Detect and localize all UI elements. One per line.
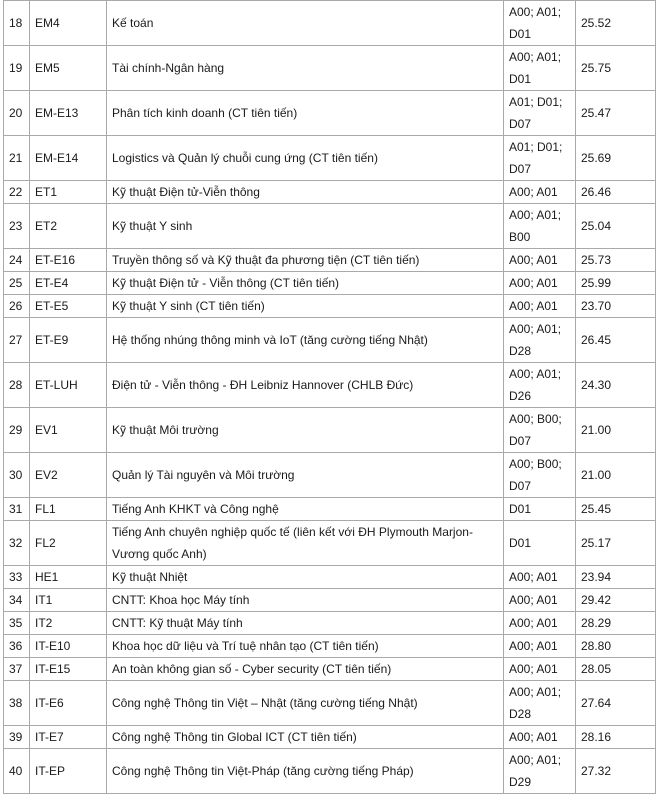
subject-combination: A01; D01; D07	[504, 91, 576, 136]
major-code: IT1	[30, 589, 107, 612]
row-number: 19	[4, 46, 30, 91]
row-number: 26	[4, 295, 30, 318]
major-name: Tiếng Anh KHKT và Công nghệ	[107, 498, 504, 521]
table-row	[4, 295, 656, 318]
row-number: 35	[4, 612, 30, 635]
major-code: ET-E9	[30, 318, 107, 363]
row-number: 28	[4, 363, 30, 408]
major-name: Kỹ thuật Điện tử - Viễn thông (CT tiên tiến)	[107, 272, 504, 295]
row-number: 20	[4, 91, 30, 136]
cutoff-score: 26.46	[576, 181, 656, 204]
subject-combination: A00; A01	[504, 726, 576, 749]
table-row	[4, 635, 656, 658]
subject-combination: A00; A01; D28	[504, 318, 576, 363]
subject-combination: A00; A01	[504, 566, 576, 589]
major-name: CNTT: Kỹ thuật Máy tính	[107, 612, 504, 635]
subject-combination: A00; A01	[504, 249, 576, 272]
cutoff-score: 26.45	[576, 318, 656, 363]
subject-combination: A00; A01; D01	[504, 1, 576, 46]
table-row	[4, 249, 656, 272]
major-name: Công nghệ Thông tin Việt-Pháp (tăng cường tiếng Pháp)	[107, 749, 504, 794]
subject-combination: A00; A01	[504, 589, 576, 612]
major-code: FL1	[30, 498, 107, 521]
cutoff-score: 24.30	[576, 363, 656, 408]
row-number: 37	[4, 658, 30, 681]
cutoff-score: 28.05	[576, 658, 656, 681]
table-row	[4, 136, 656, 181]
major-code: IT2	[30, 612, 107, 635]
row-number: 33	[4, 566, 30, 589]
table-row	[4, 46, 656, 91]
cutoff-score: 28.16	[576, 726, 656, 749]
row-number: 22	[4, 181, 30, 204]
major-code: ET-E4	[30, 272, 107, 295]
major-name: Truyền thông số và Kỹ thuật đa phương tiện (CT tiên tiến)	[107, 249, 504, 272]
major-code: ET2	[30, 204, 107, 249]
subject-combination: D01	[504, 498, 576, 521]
major-name: Tiếng Anh chuyên nghiệp quốc tế (liên kết với ĐH Plymouth Marjon-Vương quốc Anh)	[107, 521, 504, 566]
cutoff-score: 29.42	[576, 589, 656, 612]
major-code: EM-E14	[30, 136, 107, 181]
major-code: EM4	[30, 1, 107, 46]
major-code: ET-E16	[30, 249, 107, 272]
major-code: EV1	[30, 408, 107, 453]
cutoff-score: 27.64	[576, 681, 656, 726]
table-row	[4, 726, 656, 749]
cutoff-score: 25.52	[576, 1, 656, 46]
subject-combination: A00; A01; D28	[504, 681, 576, 726]
major-code: ET-E5	[30, 295, 107, 318]
subject-combination: A00; A01	[504, 295, 576, 318]
row-number: 38	[4, 681, 30, 726]
major-code: IT-E7	[30, 726, 107, 749]
table-row	[4, 498, 656, 521]
row-number: 25	[4, 272, 30, 295]
table-row	[4, 749, 656, 794]
admission-score-table	[3, 0, 656, 794]
major-name: Công nghệ Thông tin Việt – Nhật (tăng cường tiếng Nhật)	[107, 681, 504, 726]
major-name: An toàn không gian số - Cyber security (CT tiên tiến)	[107, 658, 504, 681]
row-number: 36	[4, 635, 30, 658]
major-code: IT-EP	[30, 749, 107, 794]
major-code: IT-E10	[30, 635, 107, 658]
major-name: Quản lý Tài nguyên và Môi trường	[107, 453, 504, 498]
row-number: 23	[4, 204, 30, 249]
subject-combination: A00; B00; D07	[504, 408, 576, 453]
major-name: Kỹ thuật Điện tử-Viễn thông	[107, 181, 504, 204]
table-row	[4, 204, 656, 249]
subject-combination: A00; A01; D01	[504, 46, 576, 91]
major-name: Kỹ thuật Nhiệt	[107, 566, 504, 589]
table-row	[4, 1, 656, 46]
cutoff-score: 25.04	[576, 204, 656, 249]
table-row	[4, 566, 656, 589]
subject-combination: A00; A01; D29	[504, 749, 576, 794]
major-name: Kỹ thuật Y sinh	[107, 204, 504, 249]
cutoff-score: 23.94	[576, 566, 656, 589]
table-row	[4, 181, 656, 204]
subject-combination: A00; A01	[504, 272, 576, 295]
subject-combination: A00; A01; D26	[504, 363, 576, 408]
table-row	[4, 408, 656, 453]
subject-combination: A00; A01; B00	[504, 204, 576, 249]
cutoff-score: 25.47	[576, 91, 656, 136]
major-name: Kỹ thuật Y sinh (CT tiên tiến)	[107, 295, 504, 318]
cutoff-score: 27.32	[576, 749, 656, 794]
subject-combination: A01; D01; D07	[504, 136, 576, 181]
row-number: 40	[4, 749, 30, 794]
table-row	[4, 453, 656, 498]
major-code: ET-LUH	[30, 363, 107, 408]
cutoff-score: 28.29	[576, 612, 656, 635]
major-name: Phân tích kinh doanh (CT tiên tiến)	[107, 91, 504, 136]
cutoff-score: 21.00	[576, 453, 656, 498]
row-number: 24	[4, 249, 30, 272]
cutoff-score: 28.80	[576, 635, 656, 658]
cutoff-score: 23.70	[576, 295, 656, 318]
table-row	[4, 272, 656, 295]
major-name: Logistics và Quản lý chuỗi cung ứng (CT tiên tiến)	[107, 136, 504, 181]
cutoff-score: 25.73	[576, 249, 656, 272]
row-number: 27	[4, 318, 30, 363]
subject-combination: A00; A01	[504, 181, 576, 204]
row-number: 39	[4, 726, 30, 749]
major-code: ET1	[30, 181, 107, 204]
subject-combination: A00; A01	[504, 612, 576, 635]
cutoff-score: 25.69	[576, 136, 656, 181]
subject-combination: A00; A01	[504, 635, 576, 658]
subject-combination: D01	[504, 521, 576, 566]
major-code: EV2	[30, 453, 107, 498]
row-number: 18	[4, 1, 30, 46]
row-number: 29	[4, 408, 30, 453]
table-row	[4, 318, 656, 363]
major-name: Công nghệ Thông tin Global ICT (CT tiên tiến)	[107, 726, 504, 749]
row-number: 30	[4, 453, 30, 498]
major-name: CNTT: Khoa học Máy tính	[107, 589, 504, 612]
row-number: 21	[4, 136, 30, 181]
table-row	[4, 521, 656, 566]
table-body	[4, 1, 656, 794]
cutoff-score: 25.45	[576, 498, 656, 521]
cutoff-score: 21.00	[576, 408, 656, 453]
table-row	[4, 91, 656, 136]
table-row	[4, 363, 656, 408]
table-row	[4, 612, 656, 635]
table-row	[4, 589, 656, 612]
major-code: IT-E6	[30, 681, 107, 726]
table-row	[4, 681, 656, 726]
major-code: EM-E13	[30, 91, 107, 136]
table-row	[4, 658, 656, 681]
major-name: Điện tử - Viễn thông - ĐH Leibniz Hannover (CHLB Đức)	[107, 363, 504, 408]
major-name: Tài chính-Ngân hàng	[107, 46, 504, 91]
subject-combination: A00; A01	[504, 658, 576, 681]
major-name: Khoa học dữ liệu và Trí tuệ nhân tạo (CT tiên tiến)	[107, 635, 504, 658]
row-number: 31	[4, 498, 30, 521]
major-code: FL2	[30, 521, 107, 566]
cutoff-score: 25.17	[576, 521, 656, 566]
major-name: Kỹ thuật Môi trường	[107, 408, 504, 453]
major-code: HE1	[30, 566, 107, 589]
major-name: Hệ thống nhúng thông minh và IoT (tăng cường tiếng Nhật)	[107, 318, 504, 363]
subject-combination: A00; B00; D07	[504, 453, 576, 498]
cutoff-score: 25.75	[576, 46, 656, 91]
row-number: 34	[4, 589, 30, 612]
major-code: IT-E15	[30, 658, 107, 681]
cutoff-score: 25.99	[576, 272, 656, 295]
major-name: Kế toán	[107, 1, 504, 46]
row-number: 32	[4, 521, 30, 566]
major-code: EM5	[30, 46, 107, 91]
